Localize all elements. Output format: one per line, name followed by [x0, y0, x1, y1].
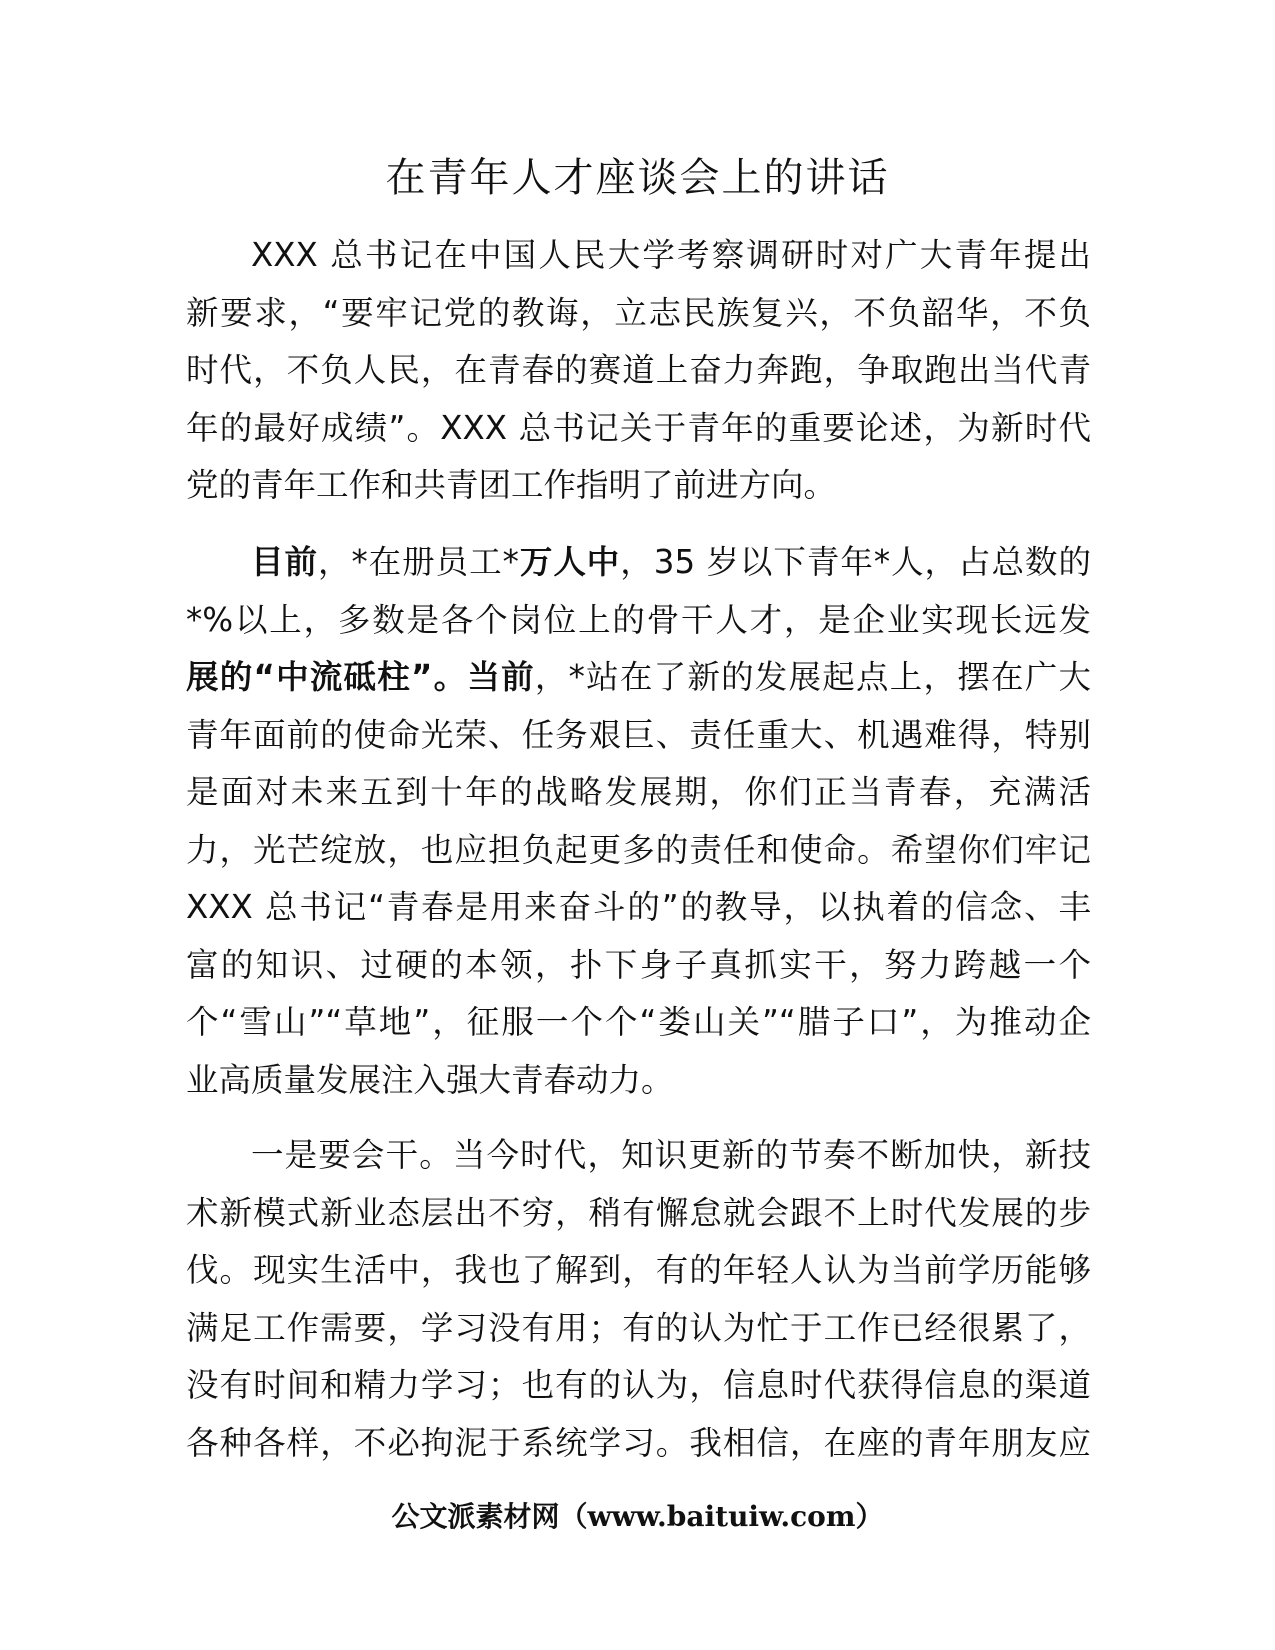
paragraph-line: 术新模式新业态层出不穷，稍有懈怠就会跟不上时代发展的步: [186, 1193, 1091, 1232]
paragraph-line: 各种各样，不必拘泥于系统学习。我相信，在座的青年朋友应: [186, 1423, 1091, 1462]
paragraph-3: [186, 1127, 1091, 1472]
paragraph-line: 个“雪山”“草地”，征服一个个“娄山关”“腊子口”，为推动企: [186, 1003, 1091, 1041]
footer-watermark: 公文派素材网（www.baituiw.com）: [391, 1500, 884, 1533]
paragraph-line: XXX 总书记在中国人民大学考察调研时对广大青年提出: [251, 236, 1091, 274]
paragraph-line: 满足工作需要，学习没有用；有的认为忙于工作已经很累了，: [186, 1308, 1091, 1347]
paragraph-line: 是面对未来五到十年的战略发展期，你们正当青春，充满活: [186, 773, 1091, 811]
inline-text: ，*站在了新的发展起点上，摆在广大: [534, 658, 1091, 696]
bold-text: 展的“中流砥柱”。当前: [186, 658, 535, 696]
paragraph-1: [186, 227, 1091, 515]
paragraph-line: 没有时间和精力学习；也有的认为，信息时代获得信息的渠道: [186, 1366, 1091, 1404]
inline-text: ，*在册员工*: [317, 543, 519, 581]
paragraph-line: *%以上，多数是各个岗位上的骨干人才，是企业实现长远发: [186, 600, 1091, 639]
paragraph-line: 一是要会干。当今时代，知识更新的节奏不断加快，新技: [251, 1136, 1091, 1174]
paragraph-2: [186, 534, 1091, 1109]
paragraph-line: 富的知识、过硬的本领，扑下身子真抓实干，努力跨越一个: [186, 945, 1091, 984]
paragraph-line: 党的青年工作和共青团工作指明了前进方向。: [186, 466, 837, 504]
paragraph-line: 伐。现实生活中，我也了解到，有的年轻人认为当前学历能够: [186, 1251, 1091, 1289]
paragraph-line: 年的最好成绩”。XXX 总书记关于青年的重要论述，为新时代: [186, 408, 1091, 447]
document-title: 在青年人才座谈会上的讲话: [385, 155, 890, 201]
paragraph-line: [186, 649, 1091, 707]
inline-text: ，35 岁以下青年*人，占总数的: [620, 543, 1091, 581]
paragraph-line: 业高质量发展注入强大青春动力。: [186, 1060, 674, 1099]
bold-text: 万人中: [518, 543, 621, 581]
paragraph-line: 力，光芒绽放，也应担负起更多的责任和使命。希望你们牢记: [186, 830, 1091, 869]
bold-text: 目前: [251, 543, 318, 581]
paragraph-line: 新要求，“要牢记党的教诲，立志民族复兴，不负韶华，不负: [186, 293, 1091, 332]
paragraph-line: XXX 总书记“青春是用来奋斗的”的教导，以执着的信念、丰: [186, 888, 1091, 926]
paragraph-line: 时代，不负人民，在青春的赛道上奋力奔跑，争取跑出当代青: [186, 351, 1091, 389]
paragraph-line: [186, 534, 1091, 592]
paragraph-line: 青年面前的使命光荣、任务艰巨、责任重大、机遇难得，特别: [186, 715, 1091, 754]
